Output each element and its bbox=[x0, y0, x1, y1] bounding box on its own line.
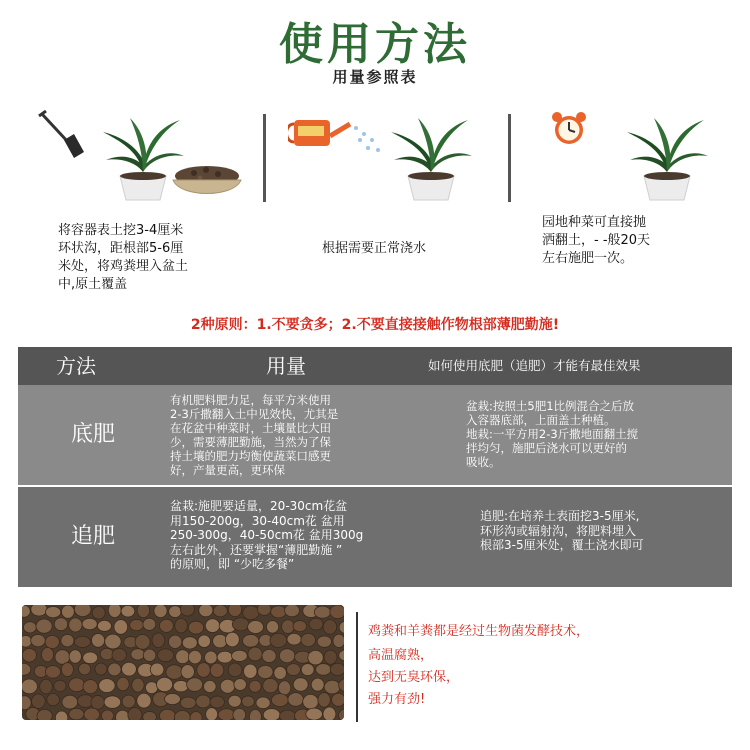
pellet bbox=[122, 695, 135, 708]
pellet bbox=[232, 650, 248, 661]
row-1-amount-line: 少，需要薄肥勤施，当然为了保 bbox=[170, 435, 331, 449]
pellet bbox=[243, 606, 259, 620]
row-1-usage-line: 盆栽:按照土5肥1比例混合之后放 bbox=[466, 399, 635, 413]
pellet bbox=[233, 708, 246, 720]
steps-section bbox=[28, 100, 728, 300]
pellet bbox=[69, 650, 81, 664]
header-method: 方法 bbox=[56, 354, 96, 378]
pellets-illustration bbox=[22, 605, 344, 720]
table-row bbox=[18, 487, 732, 587]
pellet bbox=[308, 650, 323, 664]
pellet bbox=[309, 618, 323, 630]
pellet bbox=[332, 693, 344, 706]
row-2-amount-line: 用150-200g，30-40cm花 盆用 bbox=[170, 513, 345, 528]
step-divider-1 bbox=[263, 114, 266, 202]
pellet bbox=[74, 605, 91, 617]
pellet bbox=[152, 633, 165, 648]
step-3-text-line-1: 园地种菜可直接抛 bbox=[542, 215, 647, 230]
pellet bbox=[31, 605, 47, 616]
pellet bbox=[137, 605, 149, 618]
pellet bbox=[143, 649, 156, 661]
pellet bbox=[287, 633, 301, 645]
pellet bbox=[143, 711, 157, 720]
pellet bbox=[121, 605, 135, 617]
pellet bbox=[228, 605, 241, 617]
row-1-usage-line: 入容器底部，上面盖土种植。 bbox=[466, 413, 616, 427]
pellet bbox=[249, 680, 261, 692]
pellet bbox=[318, 693, 331, 707]
pellet bbox=[22, 679, 37, 694]
step-3 bbox=[518, 100, 728, 300]
pellet bbox=[104, 696, 121, 709]
page-title: 使用方法 bbox=[279, 19, 471, 70]
pellet bbox=[279, 649, 295, 663]
pellet bbox=[181, 665, 194, 679]
step-2-text-line-1: 根据需要正常浇水 bbox=[322, 241, 427, 256]
pellet bbox=[91, 695, 104, 709]
pellet bbox=[314, 606, 330, 618]
pellet bbox=[169, 606, 182, 618]
pellet bbox=[306, 708, 323, 720]
pellet bbox=[330, 663, 344, 675]
pellet bbox=[37, 709, 52, 720]
pellet bbox=[280, 710, 296, 720]
pellet bbox=[333, 634, 344, 647]
slogan-line-4: 强力有劲! bbox=[368, 692, 426, 707]
pellet bbox=[213, 605, 227, 617]
plant-icon bbox=[622, 110, 712, 202]
pellet bbox=[262, 649, 276, 662]
pellet bbox=[274, 667, 287, 680]
pellet bbox=[330, 605, 344, 619]
pellet bbox=[205, 619, 219, 633]
pellet bbox=[323, 707, 336, 720]
pellet bbox=[150, 663, 164, 676]
row-2-amount bbox=[170, 499, 440, 572]
pellet bbox=[97, 620, 111, 631]
pellet bbox=[143, 618, 156, 630]
header-tip: 如何使用底肥（追肥）才能有最佳效果 bbox=[428, 358, 641, 373]
pellet bbox=[45, 666, 60, 679]
pellet bbox=[92, 633, 105, 647]
pellet bbox=[100, 648, 113, 659]
pellet bbox=[22, 696, 31, 710]
pellet bbox=[287, 664, 301, 676]
pellet bbox=[22, 648, 36, 662]
pellet bbox=[199, 605, 213, 617]
alarm-clock-icon bbox=[550, 110, 588, 146]
pellet bbox=[95, 663, 107, 675]
pellet bbox=[311, 678, 324, 691]
table-header bbox=[18, 347, 732, 385]
pellet bbox=[176, 650, 190, 664]
step-2 bbox=[278, 100, 508, 300]
pellet bbox=[293, 621, 307, 632]
pellet bbox=[32, 694, 46, 708]
pellet bbox=[205, 651, 218, 664]
pellet bbox=[243, 634, 259, 647]
slogan-line-1: 鸡粪和羊粪都是经过生物菌发酵技术， bbox=[368, 624, 590, 639]
pellet bbox=[316, 664, 331, 676]
pellet bbox=[180, 605, 194, 616]
pellet bbox=[131, 649, 145, 660]
pellet bbox=[258, 665, 273, 678]
step-1-text-line-4: 中,原土覆盖 bbox=[58, 277, 128, 292]
step-3-text-line-2: 洒翻土，- -般20天 bbox=[542, 233, 651, 248]
row-1-usage-line: 吸收。 bbox=[466, 455, 501, 469]
table-row bbox=[18, 385, 732, 485]
pellet bbox=[165, 694, 181, 705]
pellet bbox=[108, 663, 121, 676]
pellet bbox=[234, 679, 247, 691]
step-1-text-line-3: 米处，将鸡粪埋入盆土 bbox=[58, 259, 189, 274]
pellet bbox=[45, 635, 59, 648]
row-1-amount-line: 好，产量更高，更环保 bbox=[170, 463, 285, 477]
pellet bbox=[156, 677, 172, 691]
pellet bbox=[182, 637, 197, 649]
pellet bbox=[154, 605, 167, 618]
pellet bbox=[122, 662, 137, 676]
pellet bbox=[210, 663, 224, 677]
pellet bbox=[220, 679, 235, 693]
row-label-base-fertilizer: 底肥 bbox=[70, 422, 115, 447]
pellet bbox=[159, 619, 173, 632]
row-2-usage bbox=[480, 509, 730, 553]
pellet bbox=[117, 677, 129, 691]
row-2-amount-line: 250-300g，40-50cm花 盆用300g bbox=[170, 528, 364, 542]
pellet bbox=[324, 680, 340, 694]
row-1-usage-line: 拌均匀，施肥后浇水可以更好的 bbox=[466, 441, 627, 455]
pellet bbox=[69, 678, 85, 692]
pellet bbox=[248, 647, 262, 661]
pellet bbox=[69, 708, 84, 720]
bottom-divider bbox=[356, 612, 358, 722]
pellet bbox=[187, 678, 203, 692]
pellet bbox=[324, 650, 337, 664]
step-1-text-line-2: 环状沟，距根部5-6厘 bbox=[58, 241, 184, 256]
row-2-usage-line: 追肥:在培养土表面挖3-5厘米, bbox=[480, 509, 640, 523]
pellet bbox=[23, 622, 36, 633]
plant-icon bbox=[386, 110, 476, 202]
pellet bbox=[132, 678, 144, 692]
pellet bbox=[206, 708, 218, 720]
row-2-amount-line: 的原则，即 “少吃多餐” bbox=[170, 557, 295, 571]
pellet bbox=[323, 620, 337, 635]
pellet bbox=[285, 605, 300, 617]
header-amount: 用量 bbox=[266, 354, 306, 378]
pellet bbox=[137, 693, 151, 708]
pellet bbox=[158, 649, 174, 662]
pellet bbox=[188, 621, 203, 634]
pellet bbox=[197, 663, 211, 678]
pellet bbox=[130, 619, 144, 630]
pellet bbox=[270, 633, 287, 647]
watering-can-icon bbox=[288, 110, 388, 170]
step-1 bbox=[28, 100, 258, 300]
pellet bbox=[228, 695, 241, 707]
pellet bbox=[47, 694, 60, 706]
pellet bbox=[256, 697, 270, 709]
pellet bbox=[145, 682, 157, 694]
pellet bbox=[62, 605, 75, 618]
pellet bbox=[40, 679, 53, 694]
pellet bbox=[92, 606, 105, 619]
pellet bbox=[228, 663, 242, 677]
pellet bbox=[54, 680, 66, 691]
pellet bbox=[218, 709, 235, 720]
pellet bbox=[232, 618, 249, 631]
pellet bbox=[99, 679, 115, 693]
pellet bbox=[301, 633, 316, 646]
pellet bbox=[317, 636, 331, 647]
pellet bbox=[244, 664, 257, 678]
row-2-usage-line: 环形沟或辐射沟，将肥料埋入 bbox=[480, 523, 637, 538]
pellet bbox=[79, 663, 91, 675]
pellet bbox=[248, 620, 264, 633]
pellet bbox=[54, 618, 67, 631]
shovel-icon bbox=[38, 110, 88, 160]
row-1-usage-line: 地栽:一平方用2-3斤撒地面翻土搅 bbox=[466, 427, 639, 441]
pellet bbox=[22, 635, 32, 647]
pellet bbox=[166, 665, 183, 680]
pellet bbox=[278, 681, 290, 695]
pellet bbox=[288, 693, 304, 707]
pellet bbox=[168, 635, 181, 648]
pellet bbox=[266, 621, 278, 633]
row-1-amount-line: 有机肥料肥力足，每平方米使用 bbox=[170, 393, 331, 407]
pellet bbox=[225, 632, 239, 647]
step-divider-2 bbox=[508, 114, 511, 202]
pellet bbox=[82, 618, 97, 629]
pellet bbox=[257, 605, 271, 615]
pellet bbox=[114, 620, 128, 635]
pellet bbox=[282, 620, 295, 634]
pellet bbox=[84, 708, 100, 720]
pellet bbox=[175, 618, 188, 633]
pellet bbox=[263, 678, 278, 692]
pellet bbox=[180, 697, 196, 708]
pellet bbox=[293, 678, 308, 692]
pellet bbox=[301, 664, 314, 676]
pellet bbox=[31, 634, 46, 646]
pellet bbox=[303, 694, 319, 709]
usage-table bbox=[18, 347, 732, 587]
pellet bbox=[45, 606, 60, 617]
row-1-amount-line: 在花盆中种菜时，土壤量比大田 bbox=[170, 421, 331, 435]
row-1-amount-line: 2-3斤撒翻入土中见效快，尤其是 bbox=[170, 407, 339, 421]
pellet bbox=[198, 635, 211, 648]
pellet bbox=[41, 647, 53, 661]
pellet bbox=[108, 605, 121, 618]
pellet bbox=[204, 680, 217, 692]
pellet bbox=[36, 619, 52, 633]
principle-note: 2种原则：1.不要贪多；2.不要直接接触作物根部薄肥勤施! bbox=[190, 317, 560, 333]
pellet bbox=[112, 648, 126, 661]
pellet bbox=[61, 663, 73, 677]
pellet bbox=[242, 696, 255, 707]
row-2-amount-line: 盆栽:施肥要适量，20-30cm花盆 bbox=[170, 499, 348, 513]
row-2-amount-line: 左右此外，还要掌握“薄肥勤施 ” bbox=[170, 542, 343, 557]
slogan-line-2: 高温腐熟， bbox=[368, 648, 434, 663]
row-label-top-dressing: 追肥 bbox=[70, 524, 115, 549]
step-3-text-line-3: 左右施肥一次。 bbox=[542, 251, 634, 266]
pellet bbox=[74, 636, 90, 647]
pellet bbox=[69, 618, 82, 632]
pellet bbox=[210, 696, 224, 708]
pellet bbox=[217, 651, 232, 663]
pellet bbox=[271, 694, 288, 707]
pellet bbox=[128, 708, 142, 720]
pellet bbox=[159, 709, 175, 720]
row-2-usage-line: 根部3-5厘米处，覆土浇水即可 bbox=[480, 538, 644, 552]
step-1-text-line-1: 将容器表土挖3-4厘米 bbox=[58, 223, 184, 238]
page-subtitle: 用量参照表 bbox=[332, 68, 418, 86]
pellet bbox=[101, 710, 113, 720]
pellet bbox=[196, 695, 211, 708]
row-1-usage bbox=[466, 399, 728, 469]
pellet bbox=[61, 634, 74, 647]
pellet bbox=[173, 680, 188, 691]
pellet bbox=[83, 680, 98, 694]
pellet bbox=[105, 634, 121, 649]
slogan-line-3: 达到无臭环保， bbox=[368, 670, 460, 685]
pellet bbox=[55, 650, 70, 665]
pellet bbox=[135, 634, 150, 649]
pellet bbox=[263, 709, 280, 720]
pellet bbox=[188, 650, 201, 663]
soil-bowl-icon bbox=[170, 160, 244, 202]
fertilizer-pellets-image bbox=[22, 605, 344, 720]
pellet bbox=[83, 652, 98, 664]
pellet bbox=[249, 710, 261, 720]
row-1-amount bbox=[170, 393, 420, 477]
row-1-amount-line: 持土壤的肥力均衡使蔬菜口感更 bbox=[170, 449, 331, 463]
pellet bbox=[271, 606, 287, 618]
pellet bbox=[62, 695, 78, 709]
pellet bbox=[213, 634, 228, 647]
